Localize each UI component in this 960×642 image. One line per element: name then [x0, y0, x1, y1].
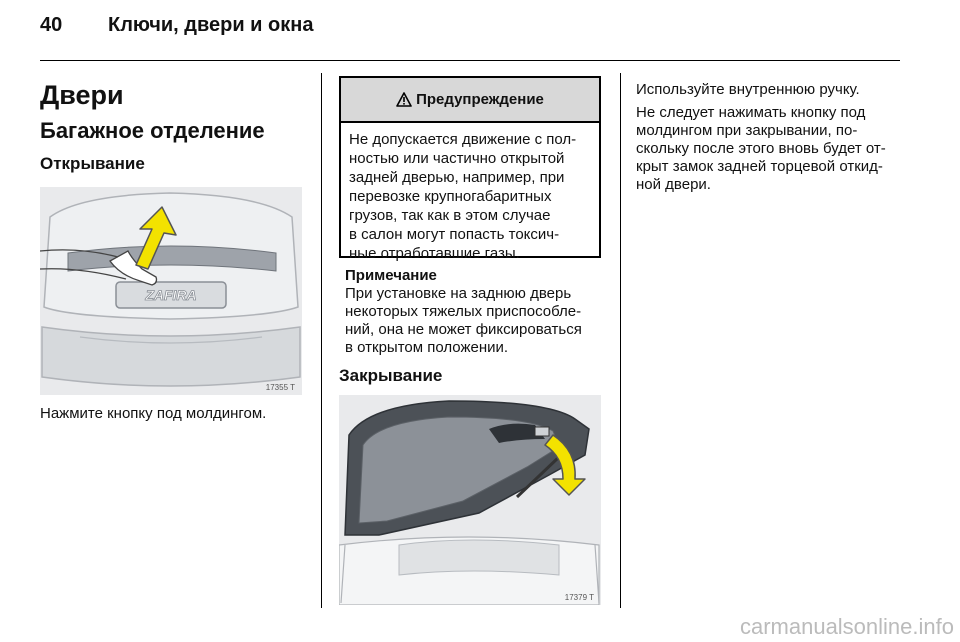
subsection-title: Багажное отделение — [40, 118, 265, 143]
opening-caption: Нажмите кнопку под молдингом. — [40, 405, 267, 422]
warning-title: Предупреждение — [416, 91, 544, 108]
note-line: ний, она не может фиксироваться — [345, 321, 582, 338]
note-line: При установке на заднюю дверь — [345, 285, 572, 302]
closing-caution — [636, 104, 904, 194]
warning-line: ные отработавшие газы. — [349, 245, 520, 262]
open-tailgate-illustration — [339, 395, 601, 605]
note-title: Примечание — [345, 267, 437, 284]
warning-line: задней дверью, например, при — [349, 169, 565, 186]
page-number: 40 — [40, 14, 63, 36]
note-block — [345, 267, 615, 357]
figure-code: 17379 T — [564, 593, 594, 602]
warning-body — [341, 123, 599, 263]
warning-triangle-icon — [396, 92, 412, 107]
closing-figure — [339, 395, 601, 605]
caution-line: ной двери. — [636, 176, 711, 193]
caution-line: скольку после этого вновь будет от- — [636, 140, 886, 157]
caution-line: молдингом при закрывании, по- — [636, 122, 858, 139]
opening-figure — [40, 187, 302, 395]
warning-line: ностью или частично открытой — [349, 150, 565, 167]
tailgate-illustration — [40, 187, 302, 395]
figure-code: 17355 T — [265, 383, 295, 392]
note-line: в открытом положении. — [345, 339, 509, 356]
section-title: Двери — [40, 80, 124, 110]
warning-box — [339, 76, 601, 262]
note-line: некоторых тяжелых приспособле- — [345, 303, 582, 320]
caution-line: Не следует нажимать кнопку под — [636, 104, 866, 121]
warning-header — [341, 78, 599, 123]
caution-line: крыт замок задней торцевой откид- — [636, 158, 883, 175]
zafira-badge: ZAFIRA — [145, 287, 197, 303]
column-divider-left — [321, 73, 322, 608]
page-header — [40, 14, 313, 44]
watermark: carmanualsonline.info — [739, 614, 954, 639]
warning-line: перевозке крупногабаритных — [349, 188, 552, 205]
warning-line: грузов, так как в этом случае — [349, 207, 551, 224]
warning-line: Не допускается движение с пол- — [349, 131, 577, 148]
header-rule — [40, 60, 900, 61]
warning-line: в салон могут попасть токсич- — [349, 226, 560, 243]
column-divider-right — [620, 73, 621, 608]
closing-instruction: Используйте внутреннюю ручку. — [636, 81, 860, 98]
closing-heading: Закрывание — [339, 366, 443, 385]
opening-heading: Открывание — [40, 154, 145, 173]
running-title: Ключи, двери и окна — [108, 14, 314, 36]
